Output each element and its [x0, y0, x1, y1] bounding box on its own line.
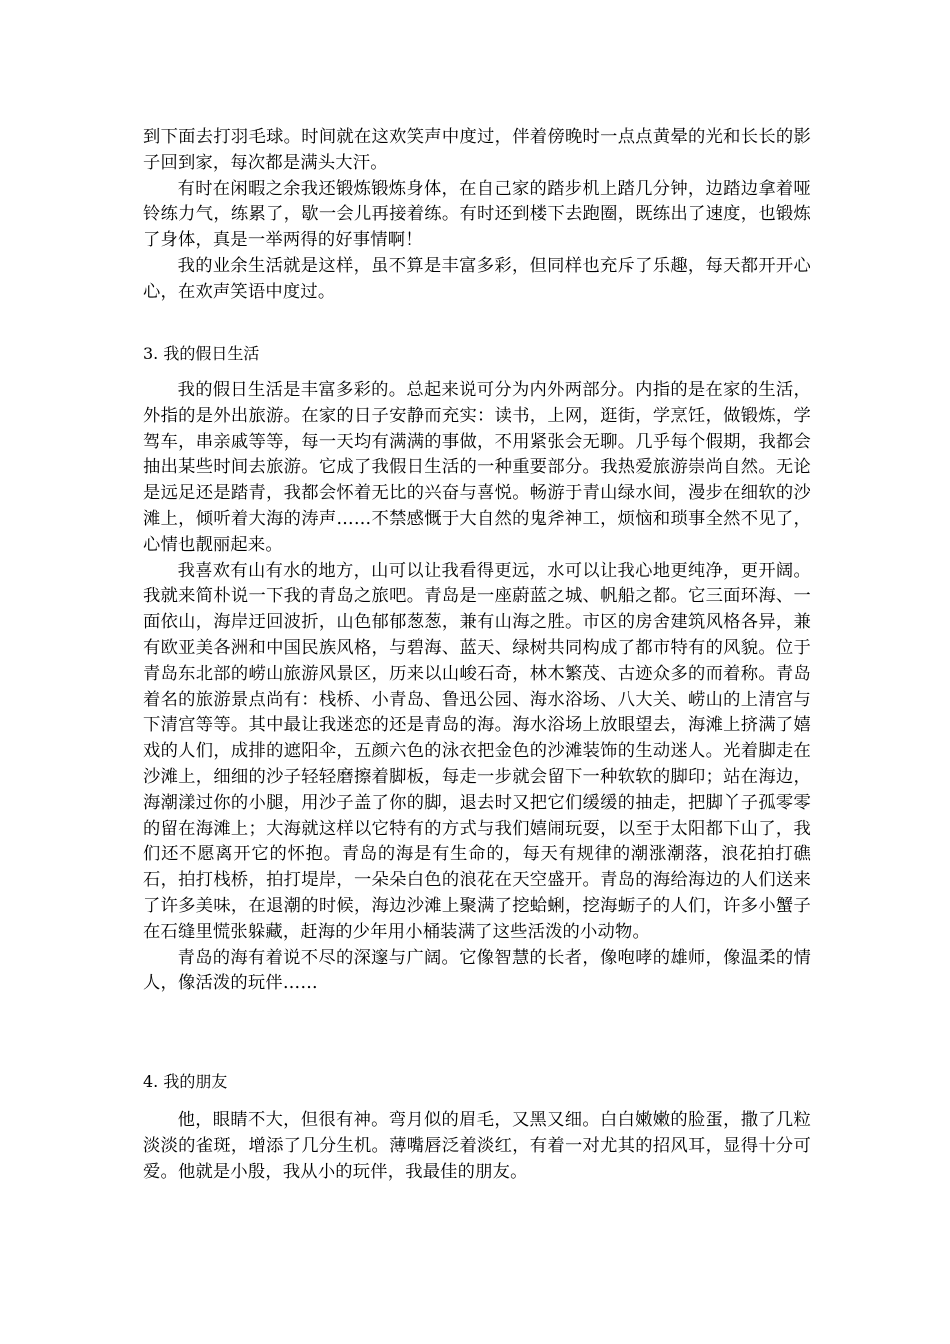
- paragraph-exercise: 有时在闲暇之余我还锻炼锻炼身体，在自己家的踏步机上踏几分钟，边踏边拿着哑铃练力气，练累了，歇一会儿再接着练。有时还到楼下去跑圈，既练出了速度，也锻炼了身体，真是一举两得的好事情啊！: [143, 178, 811, 251]
- paragraph-qingdao-trip: 我喜欢有山有水的地方，山可以让我看得更远，水可以让我心地更纯净，更开阔。我就来简朴说一下我的青岛之旅吧。青岛是一座蔚蓝之城、帆船之都。它三面环海、一面依山，海岸迂回波折，山色郁郁葱葱，兼有山海之胜。市区的房舍建筑风格各异，兼有欧亚美各洲和中国民族风格，与碧海、蓝天、绿树共同构成了都市特有的风貌。位于青岛东北部的崂山旅游风景区，历来以山峻石奇，林木繁茂、古迹众多的而着称。青岛着名的旅游景点尚有：栈桥、小青岛、鲁迅公园、海水浴场、八大关、崂山的上清宫与下清宫等等。其中最让我迷恋的还是青岛的海。海水浴场上放眼望去，海滩上挤满了嬉戏的人们，成排的遮阳伞，五颜六色的泳衣把金色的沙滩装饰的生动迷人。光着脚走在沙滩上，细细的沙子轻轻磨擦着脚板，每走一步就会留下一种软软的脚印；站在海边，海潮漾过你的小腿，用沙子盖了你的脚，退去时又把它们缓缓的抽走，把脚丫子孤零零的留在海滩上；大海就这样以它特有的方式与我们嬉闹玩耍，以至于太阳都下山了，我们还不愿离开它的怀抱。青岛的海是有生命的，每天有规律的潮涨潮落，浪花拍打礁石，拍打栈桥，拍打堤岸，一朵朵白色的浪花在天空盛开。青岛的海给海边的人们送来了许多美味，在退潮的时候，海边沙滩上聚满了挖蛤蜊，挖海蛎子的人们，许多小蟹子在石缝里慌张躲藏，赶海的少年用小桶装满了这些活泼的小动物。: [143, 560, 811, 942]
- section-heading-friend: [143, 1071, 811, 1093]
- paragraph-friend-description: 他，眼睛不大，但很有神。弯月似的眉毛，又黑又细。白白嫩嫩的脸蛋，撒了几粒淡淡的雀斑，增添了几分生机。薄嘴唇泛着淡红，有着一对尤其的招风耳，显得十分可爱。他就是小殷，我从小的玩伴，我最佳的朋友。: [143, 1110, 811, 1182]
- paragraph-spare-time-summary: 我的业余生活就是这样，虽不算是丰富多彩，但同样也充斥了乐趣，每天都开开心心，在欢声笑语中度过。: [143, 255, 811, 302]
- section-title: 3. 我的假日生活: [143, 344, 260, 363]
- paragraph-qingdao-sea: 青岛的海有着说不尽的深邃与广阔。它像智慧的长者，像咆哮的雄师，像温柔的情人，像活泼的玩伴……: [143, 947, 811, 994]
- section-heading-holiday: [143, 343, 811, 365]
- section-friend-body: [143, 1108, 811, 1185]
- paragraph-holiday-intro: 我的假日生活是丰富多彩的。总起来说可分为内外两部分。内指的是在家的生活，外指的是外出旅游。在家的日子安静而充实：读书，上网，逛街，学烹饪，做锻炼，学驾车，串亲戚等等，每一天均有满满的事做，不用紧张会无聊。几乎每个假期，我都会抽出某些时间去旅游。它成了我假日生活的一种重要部分。我热爱旅游崇尚自然。无论是远足还是踏青，我都会怀着无比的兴奋与喜悦。畅游于青山绿水间，漫步在细软的沙滩上，倾听着大海的涛声……不禁感慨于大自然的鬼斧神工，烦恼和琐事全然不见了，心情也靓丽起来。: [143, 380, 811, 555]
- section-title: 4. 我的朋友: [143, 1072, 228, 1091]
- paragraph-badminton-continued: 到下面去打羽毛球。时间就在这欢笑声中度过，伴着傍晚时一点点黄晕的光和长长的影子回到家，每次都是满头大汗。: [143, 127, 811, 173]
- section-holiday-body: [143, 378, 811, 997]
- top-text-block: [143, 125, 811, 306]
